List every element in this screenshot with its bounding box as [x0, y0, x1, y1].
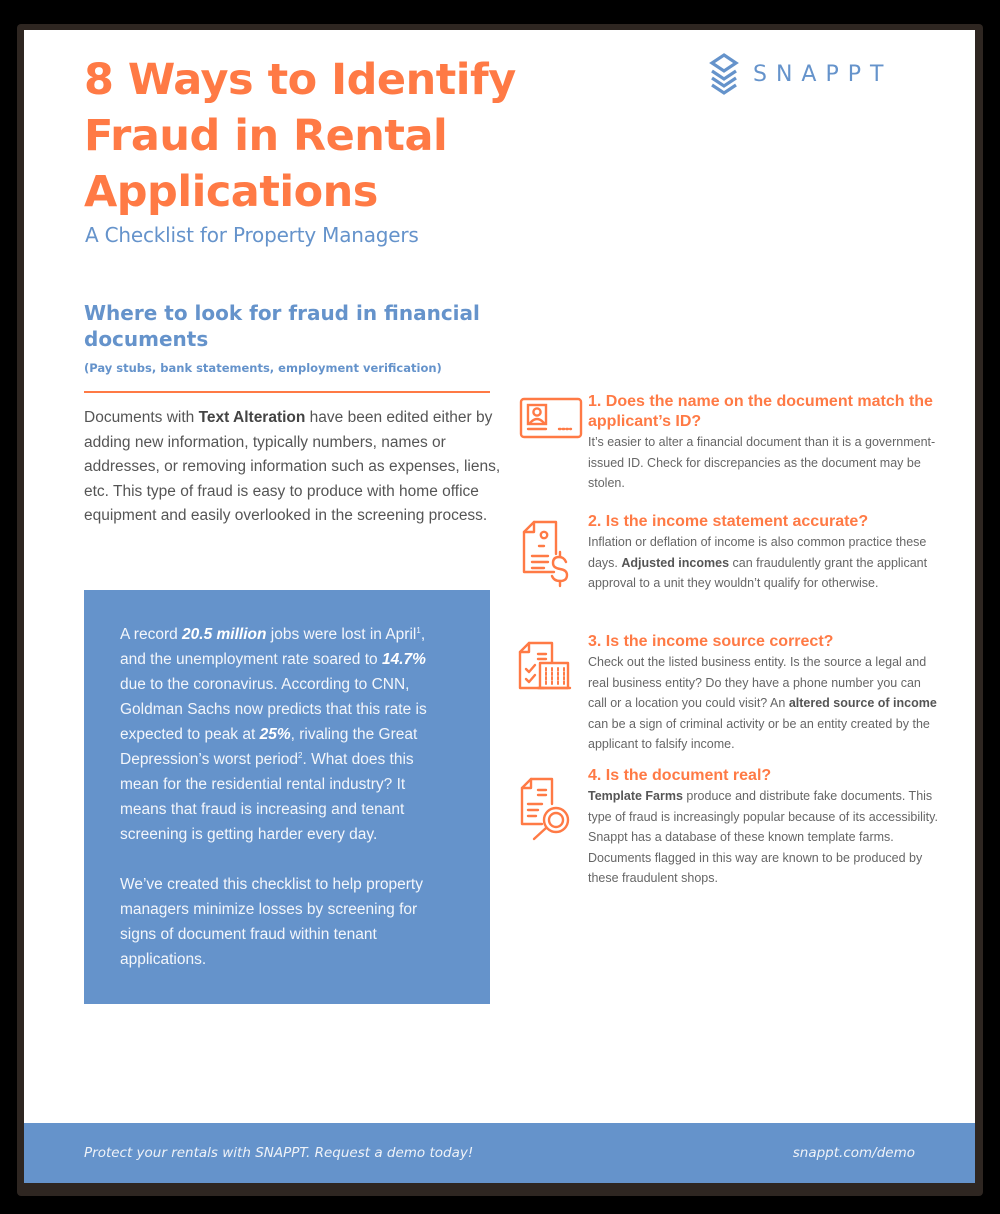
item-title: 2. Is the income statement accurate? — [588, 513, 869, 530]
stat-paragraph-2: We’ve created this checklist to help property managers minimize losses by screening for signs of document fraud within tenant applications. — [120, 876, 423, 968]
document-search-icon — [518, 774, 574, 844]
item-body: Check out the listed business entity. Is the source a legal and real business entity? Do they have a phone number you can call or a location you could visit? An altered source of income can be a sign of criminal activity or be an entity created by the applicant to falsify income. — [588, 655, 937, 751]
stat-paragraph-1: A record 20.5 million jobs were lost in April$^1$, and the unemployment rate soared to 14.7% due to the coronavirus. According to CNN, Goldman Sachs now predicts that this rate is expected to peak at 25%, rivaling the Great Depression’s worst period$^2$. What does this mean for the residential rental industry? It means that fraud is increasing and tenant screening is getting harder every day. — [120, 625, 427, 843]
item-title: 4. Is the document real? — [588, 767, 772, 784]
document-dollar-icon — [518, 516, 572, 590]
item-title: 1. Does the name on the document match the applicant’s ID? — [588, 393, 933, 430]
stat-peak-rate: 25% — [259, 726, 291, 743]
intro-paragraph: Documents with Text Alteration have been edited either by adding new information, typically numbers, names or addresses, or removing information such as expenses, liens, etc. This type of fraud is easy to produce with home office equipment and easily overlooked in the screening process. — [84, 409, 501, 524]
footer-banner — [24, 1123, 975, 1183]
checklist-items — [518, 392, 938, 889]
snappt-logo — [707, 52, 892, 96]
section-title: Where to look for fraud in financial documents — [84, 301, 480, 351]
checklist-item-4 — [518, 766, 938, 889]
section-divider — [84, 391, 490, 393]
document-page — [24, 30, 975, 1183]
page-title — [84, 52, 604, 220]
intro-emphasis: Text Alteration — [198, 409, 306, 426]
item-body: It’s easier to alter a financial document than it is a government-issued ID. Check for discrepancies as the document may be stolen. — [588, 435, 936, 490]
stat-jobs-lost: 20.5 million — [182, 626, 267, 643]
statistics-callout-box — [84, 590, 490, 1004]
demo-link[interactable]: snappt.com/demo — [792, 1145, 915, 1161]
id-card-icon — [518, 396, 584, 440]
footnote-ref-1: 1 — [416, 625, 421, 635]
document-building-icon — [516, 638, 576, 700]
footer-call-to-action: Protect your rentals with SNAPPT. Request a demo today! — [84, 1145, 474, 1161]
checklist-item-1 — [518, 392, 938, 512]
checklist-item-3 — [518, 632, 938, 766]
title-line: 8 Ways to Identify — [84, 55, 516, 105]
stacked-layers-icon — [707, 52, 741, 96]
page-subtitle: A Checklist for Property Managers — [85, 223, 419, 247]
section-subtitle: (Pay stubs, bank statements, employment verification) — [84, 361, 442, 375]
title-line: Fraud in Rental — [84, 111, 448, 161]
title-line: Applications — [84, 167, 378, 217]
item-body: Template Farms produce and distribute fake documents. This type of fraud is increasingly popular because of its accessibility. Snappt has a database of these known template farms. Documents flagged in this way are known to be produced by these fraudulent shops. — [588, 789, 938, 885]
footnote-ref-2: 2 — [298, 750, 303, 760]
logo-wordmark: SNAPPT — [753, 61, 893, 87]
stat-unemployment-rate: 14.7% — [381, 651, 426, 668]
checklist-item-2 — [518, 512, 938, 632]
item-title: 3. Is the income source correct? — [588, 633, 834, 650]
item-body: Inflation or deflation of income is also common practice these days. Adjusted incomes can fraudulently grant the applicant approval to a unit they wouldn’t qualify for otherwise. — [588, 535, 928, 590]
